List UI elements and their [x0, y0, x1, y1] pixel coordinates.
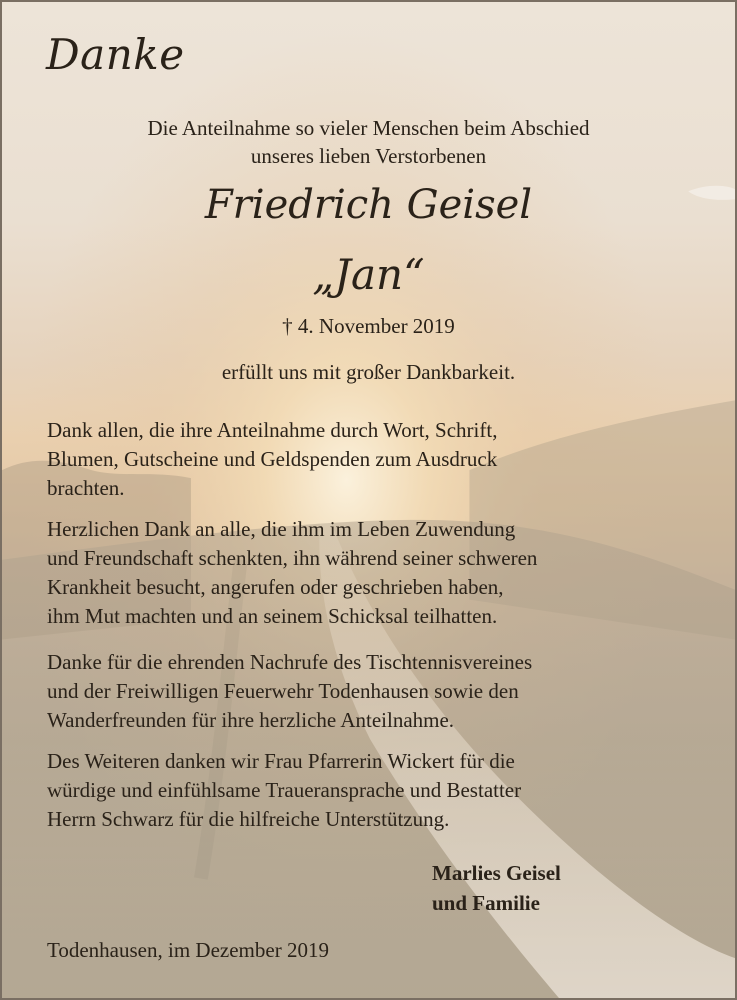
thanks-paragraph [47, 515, 707, 631]
thanks-paragraph [47, 416, 707, 503]
paragraph-line: und Freundschaft schenkten, ihn während seiner schweren [47, 546, 538, 570]
signature-line: und Familie [432, 891, 540, 915]
thanks-paragraph [47, 747, 707, 834]
signature [432, 858, 561, 918]
paragraph-line: Herrn Schwarz für die hilfreiche Unterstützung. [47, 807, 450, 831]
heading-danke: Danke [46, 30, 185, 79]
paragraph-line: Des Weiteren danken wir Frau Pfarrerin Wickert für die [47, 749, 515, 773]
paragraph-line: Blumen, Gutscheine und Geldspenden zum Ausdruck [47, 447, 498, 471]
gratitude-line: erfüllt uns mit großer Dankbarkeit. [221, 360, 516, 384]
paragraph-line: würdige und einfühlsame Traueransprache und Bestatter [47, 778, 522, 802]
signature-line: Marlies Geisel [432, 861, 561, 885]
paragraph-line: Dank allen, die ihre Anteilnahme durch Wort, Schrift, [47, 418, 498, 442]
death-date: † 4. November 2019 [282, 314, 455, 338]
intro-line: unseres lieben Verstorbenen [250, 144, 487, 168]
paragraph-line: Herzlichen Dank an alle, die ihm im Leben Zuwendung [47, 517, 516, 541]
deceased-nickname: „Jan“ [312, 250, 425, 299]
intro-text [2, 114, 735, 170]
thanks-paragraph [47, 648, 707, 735]
paragraph-line: brachten. [47, 476, 125, 500]
deceased-name: Friedrich Geisel [204, 182, 533, 228]
paragraph-line: Wanderfreunden für ihre herzliche Anteilnahme. [47, 708, 455, 732]
paragraph-line: Krankheit besucht, angerufen oder geschrieben haben, [47, 575, 504, 599]
intro-line: Die Anteilnahme so vieler Menschen beim Abschied [147, 116, 590, 140]
paragraph-line: und der Freiwilligen Feuerwehr Todenhausen sowie den [47, 679, 519, 703]
place-and-date: Todenhausen, im Dezember 2019 [47, 938, 329, 962]
paragraph-line: ihm Mut machten und an seinem Schicksal teilhatten. [47, 604, 498, 628]
paragraph-line: Danke für die ehrenden Nachrufe des Tischtennisvereines [47, 650, 533, 674]
